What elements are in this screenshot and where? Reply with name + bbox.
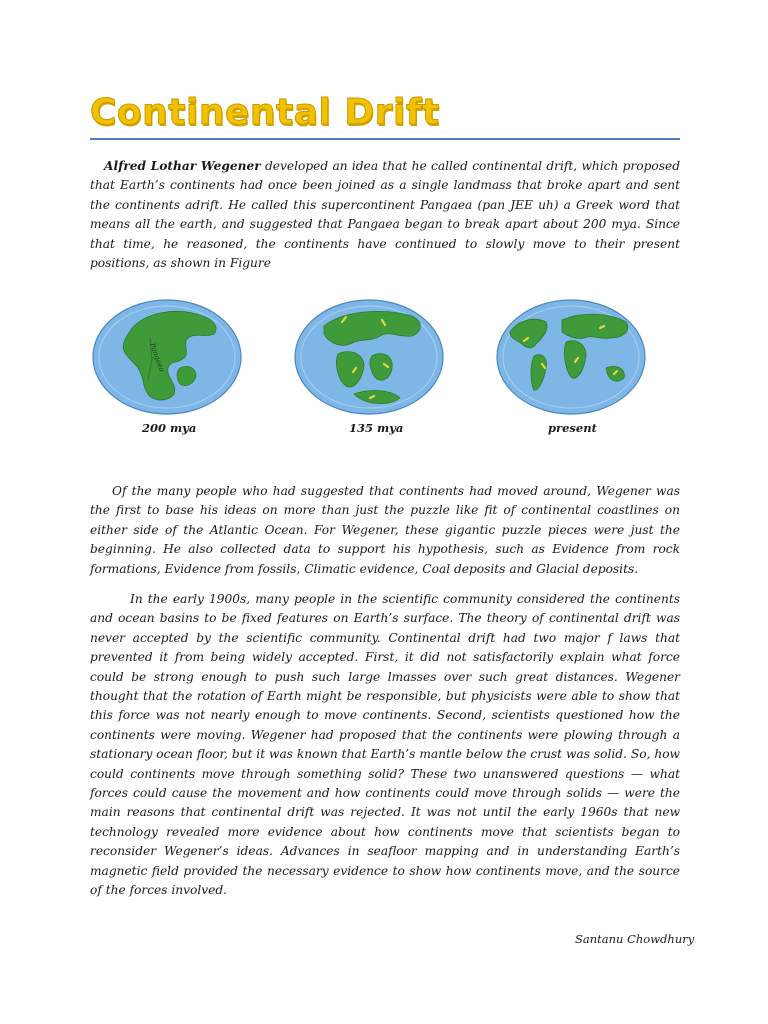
caption-200-mya: 200 mya bbox=[142, 421, 197, 435]
caption-present: present bbox=[548, 421, 597, 435]
present-globe-icon bbox=[496, 298, 646, 416]
paragraph-intro bbox=[90, 157, 680, 273]
author-signature: Santanu Chowdhury bbox=[575, 932, 695, 946]
intro-text: developed an idea that he called continental drift, which proposed that Earth’s continents had once been joined as a single landmass that broke apart and sent the continents adrift. He called this supercontinent Pangaea (pan JEE uh) a Greek word that means all the earth, and suggested that Pangaea began to break apart about 200 mya. Since that time, he reasoned, the continents have continued to slowly move to their present positions, as shown in Figure bbox=[90, 159, 680, 271]
pangaea-label: Pangaea bbox=[148, 341, 166, 373]
caption-135-mya: 135 mya bbox=[349, 421, 404, 435]
wegener-name: Alfred Lothar Wegener bbox=[104, 159, 261, 173]
pangaea-globe-icon bbox=[92, 298, 242, 416]
breakup-globe-icon bbox=[294, 298, 444, 416]
paragraph-evidence: Of the many people who had suggested that continents had moved around, Wegener was the first to base his ideas on more than just the puzzle like fit of continental coastlines on either side of the Atlantic Ocean. For Wegener, these gigantic puzzle pieces were just the beginning. He also collected data to support his hypothesis, such as Evidence from rock formations, Evidence from fossils, Climatic evidence, Coal deposits and Glacial deposits. bbox=[90, 484, 680, 576]
paragraph-rejection: In the early 1900s, many people in the scientific community considered the continents and ocean basins to be fixed features on Earth’s surface. The theory of continental drift was never accepted by the scientific community. Continental drift had two major f laws that prevented it from being widely accepted. First, it did not satisfactorily explain what force could be strong enough to push such large lmasses over such great distances. Wegener thought that the rotation of Earth might be responsible, but physicists were able to show that this force was not nearly enough to move continents. Second, scientists questioned how the continents were moving. Wegener had proposed that the continents were plowing through a stationary ocean floor, but it was known that Earth’s mantle below the crust was solid. So, how could continents move through something solid? These two unanswered questions — what forces could cause the movement and how continents could move through solids — were the main reasons that continental drift was rejected. It was not until the early 1960s that new technology revealed more evidence about how continents move that scientists began to reconsider Wegener’s ideas. Advances in seafloor mapping and in understanding Earth’s magnetic field provided the necessary evidence to show how continents move, and the source of the forces involved. bbox=[90, 592, 680, 898]
page-title: Continental Drift bbox=[90, 92, 440, 133]
title-divider bbox=[90, 138, 680, 140]
